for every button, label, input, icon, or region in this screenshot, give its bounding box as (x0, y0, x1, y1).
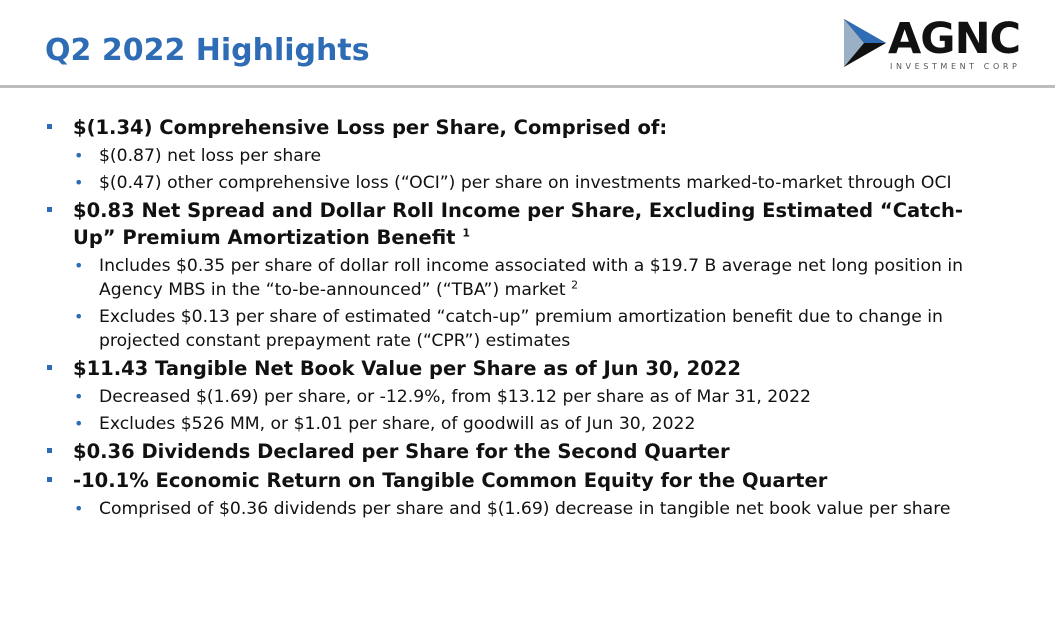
agnc-triangle-logo-icon (842, 17, 888, 69)
subitem-text: Includes $0.35 per share of dollar roll income associated with a $19.7 B average net long position in Agency MBS in the “to-be-announced” (“TBA”) market (99, 256, 963, 300)
subitem-text: Comprised of $0.36 dividends per share and $(1.69) decrease in tangible net book value per share (99, 499, 951, 519)
dot-bullet-icon: • (74, 414, 84, 433)
footnote-marker: 2 (571, 278, 579, 292)
header-divider (0, 85, 1055, 88)
highlight-item (45, 114, 1005, 141)
subitem-text: Decreased $(1.69) per share, or -12.9%, from $13.12 per share as of Mar 31, 2022 (99, 387, 811, 407)
highlight-item (45, 355, 1005, 382)
highlight-subitem (45, 412, 1005, 436)
highlight-subitem (45, 171, 1005, 195)
highlights-list (45, 112, 1005, 523)
dot-bullet-icon: • (74, 387, 84, 406)
slide-header (0, 0, 1055, 90)
dot-bullet-icon: • (74, 173, 84, 192)
square-bullet-icon (47, 365, 52, 370)
dot-bullet-icon: • (74, 499, 84, 518)
highlight-text: $0.83 Net Spread and Dollar Roll Income per Share, Excluding Estimated “Catch-Up” Premium Amortization Benefit (73, 199, 964, 249)
dot-bullet-icon: • (74, 256, 84, 275)
logo-wordmark: AGNC (888, 14, 1021, 64)
square-bullet-icon (47, 207, 52, 212)
dot-bullet-icon: • (74, 146, 84, 165)
highlight-text: -10.1% Economic Return on Tangible Common Equity for the Quarter (73, 469, 828, 492)
highlight-subitem (45, 305, 1005, 353)
subitem-text: Excludes $526 MM, or $1.01 per share, of goodwill as of Jun 30, 2022 (99, 414, 696, 434)
highlight-text: $11.43 Tangible Net Book Value per Share as of Jun 30, 2022 (73, 357, 741, 380)
highlight-item (45, 467, 1005, 494)
subitem-text: $(0.47) other comprehensive loss (“OCI”) per share on investments marked-to-market through OCI (99, 173, 952, 193)
dot-bullet-icon: • (74, 307, 84, 326)
subitem-text: Excludes $0.13 per share of estimated “catch-up” premium amortization benefit due to change in projected constant prepayment rate (“CPR”) estimates (99, 307, 943, 351)
slide-title: Q2 2022 Highlights (45, 33, 370, 68)
highlight-subitem (45, 254, 1005, 302)
highlight-text: $0.36 Dividends Declared per Share for the Second Quarter (73, 440, 730, 463)
square-bullet-icon (47, 124, 52, 129)
highlight-subitem (45, 497, 1005, 521)
highlight-text: $(1.34) Comprehensive Loss per Share, Comprised of: (73, 116, 668, 139)
highlight-subitem (45, 144, 1005, 168)
square-bullet-icon (47, 477, 52, 482)
highlight-item (45, 438, 1005, 465)
highlight-item (45, 197, 1005, 251)
subitem-text: $(0.87) net loss per share (99, 146, 322, 166)
highlight-subitem (45, 385, 1005, 409)
company-logo (840, 15, 1030, 75)
square-bullet-icon (47, 448, 52, 453)
logo-subtitle: INVESTMENT CORP (890, 62, 1021, 71)
footnote-marker: 1 (462, 226, 470, 240)
